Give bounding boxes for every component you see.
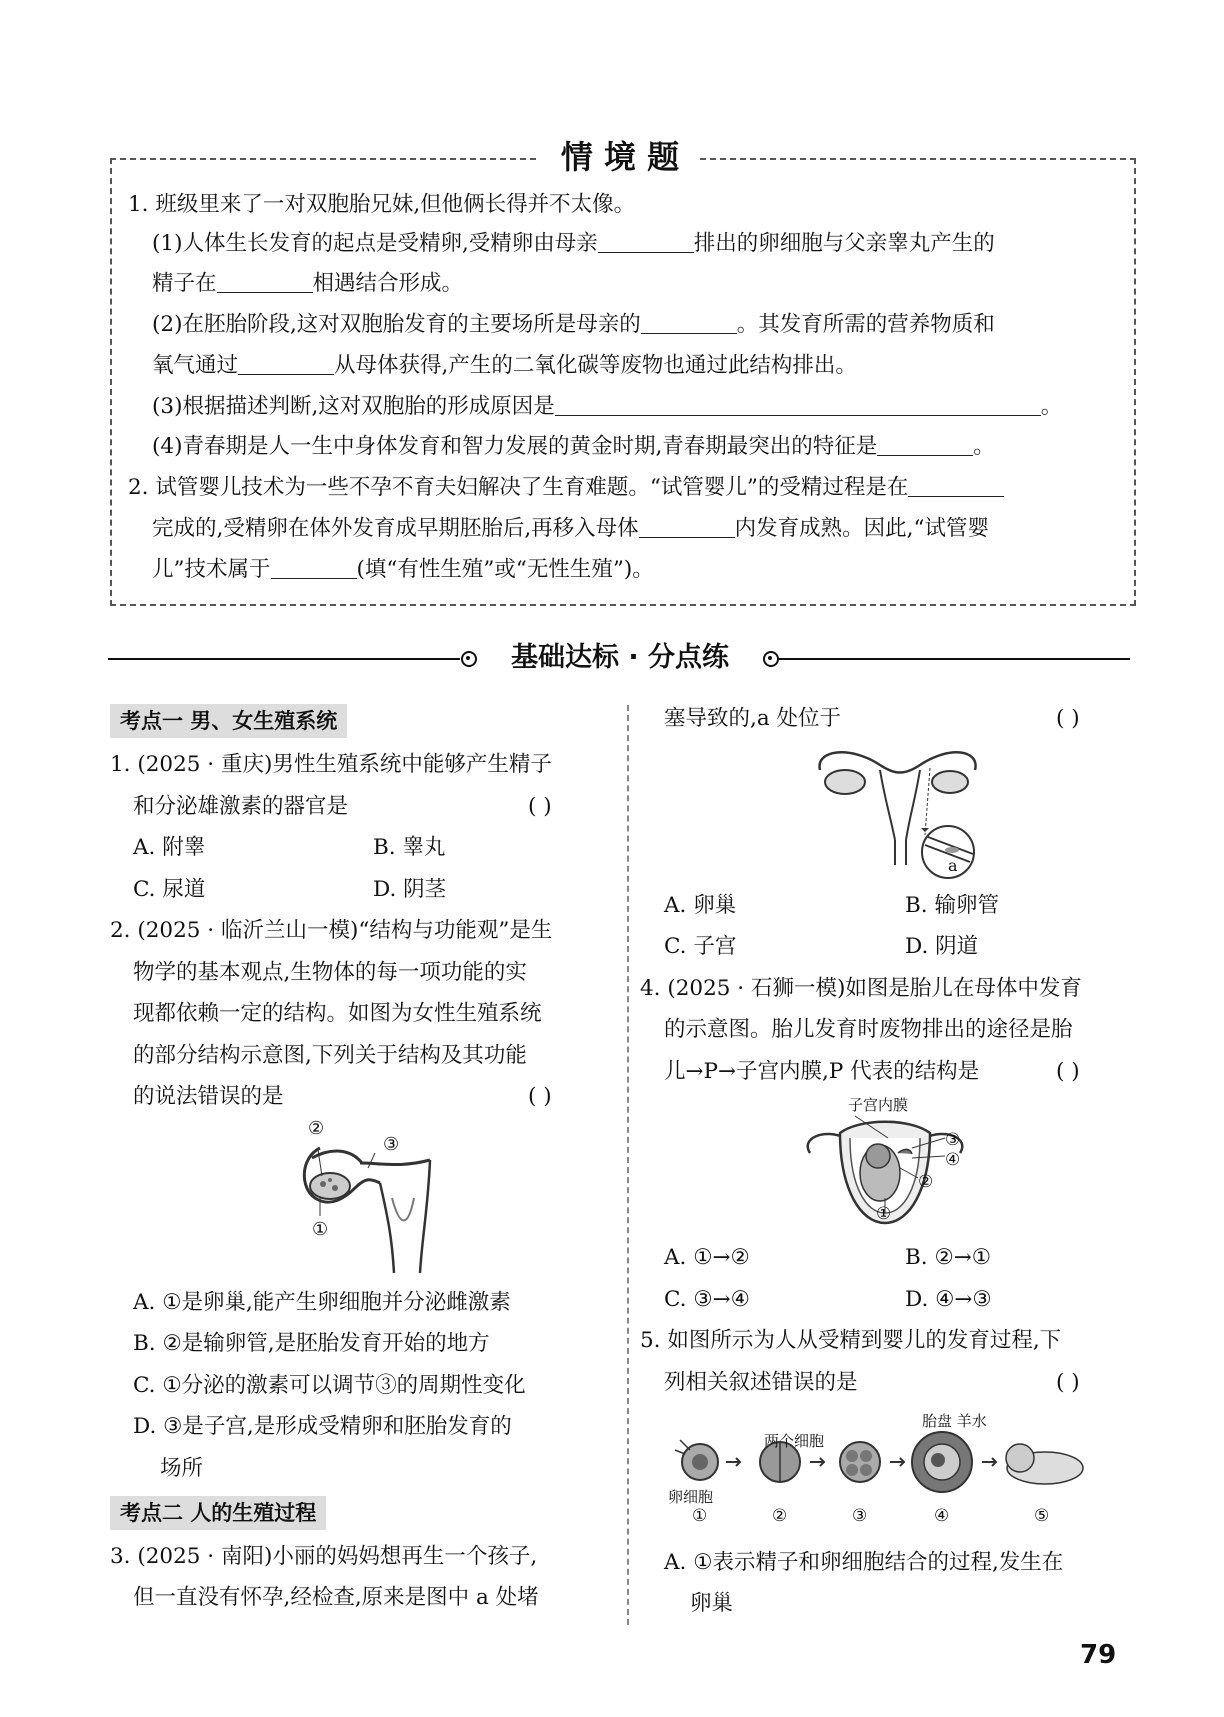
scenario-q1-stem: 1. 班级里来了一对双胞胎兄妹,但他俩长得并不太像。 (128, 192, 636, 217)
q2-stem: 2. (2025 · 临沂兰山一模)“结构与功能观”是生 (110, 918, 553, 943)
q1-option-c[interactable]: C. 尿道 (133, 877, 206, 902)
answer-paren[interactable]: ( ) (528, 1084, 552, 1109)
fig-label-2: ② (918, 1172, 934, 1192)
answer-blank[interactable] (641, 313, 737, 334)
scenario-q2-stem: 2. 试管婴儿技术为一些不孕不育夫妇解决了生育难题。“试管婴儿”的受精过程是在 (128, 475, 1004, 501)
answer-paren[interactable]: ( ) (1056, 1370, 1080, 1395)
q3-option-c[interactable]: C. 子宫 (664, 934, 737, 959)
answer-blank[interactable] (598, 232, 694, 253)
q3-option-a[interactable]: A. 卵巢 (664, 893, 737, 918)
q4-stem-3: 儿→P→子宫内膜,P 代表的结构是 (664, 1059, 980, 1084)
q2-stem-5: 的说法错误的是 (133, 1084, 284, 1109)
q3-option-b[interactable]: B. 输卵管 (905, 893, 999, 918)
column-divider (627, 705, 629, 1625)
q1-option-d[interactable]: D. 阴茎 (373, 877, 447, 902)
q2-stem-4: 的部分结构示意图,下列关于结构及其功能 (133, 1043, 527, 1068)
q4-option-c[interactable]: C. ③→④ (664, 1287, 750, 1312)
scenario-title: 情 境 题 (540, 134, 700, 180)
q3-stem: 3. (2025 · 南阳)小丽的妈妈想再生一个孩子, (110, 1544, 538, 1569)
female-reproductive-figure (290, 1118, 440, 1278)
section-title: 基础达标 · 分点练 (510, 642, 730, 673)
fig-label-placenta: 胎盘 羊水 (922, 1412, 987, 1430)
target-icon (466, 656, 470, 660)
topic-tag-2: 考点二 人的生殖过程 (110, 1496, 326, 1530)
fig-label-1: ① (312, 1219, 329, 1240)
answer-blank[interactable] (877, 435, 973, 456)
scenario-q1-2b: 氧气通过 从母体获得,产生的二氧化碳等废物也通过此结构排出。 (152, 353, 857, 378)
q5-stem-2: 列相关叙述错误的是 (664, 1370, 858, 1395)
answer-blank[interactable] (238, 354, 334, 375)
q4-option-a[interactable]: A. ①→② (664, 1245, 750, 1270)
q4-option-b[interactable]: B. ②→① (905, 1245, 992, 1270)
q3-stem-3: 塞导致的,a 处位于 (664, 706, 841, 731)
answer-blank[interactable] (908, 476, 1004, 497)
fig-label-endometrium: 子宫内膜 (848, 1096, 909, 1114)
uterus-blockage-figure (810, 740, 990, 880)
q2-option-a[interactable]: A. ①是卵巢,能产生卵细胞并分泌雌激素 (133, 1290, 511, 1315)
fig-label-3: ③ (852, 1506, 868, 1526)
q4-stem: 4. (2025 · 石狮一模)如图是胎儿在母体中发育 (640, 976, 1082, 1001)
answer-blank[interactable] (271, 558, 357, 579)
answer-paren[interactable]: ( ) (1056, 706, 1080, 731)
q5-stem: 5. 如图所示为人从受精到婴儿的发育过程,下 (640, 1328, 1062, 1353)
fig-label-5: ⑤ (1034, 1506, 1050, 1526)
answer-blank[interactable] (217, 272, 313, 293)
page-number: 79 (1080, 1640, 1117, 1670)
q3-stem-2: 但一直没有怀孕,经检查,原来是图中 a 处堵 (133, 1585, 539, 1610)
fig-label-2: ② (308, 1118, 325, 1139)
q1-option-a[interactable]: A. 附睾 (133, 835, 206, 860)
topic-tag-1: 考点一 男、女生殖系统 (110, 704, 347, 738)
fig-label-egg: 卵细胞 (668, 1488, 714, 1506)
q2-option-c[interactable]: C. ①分泌的激素可以调节③的周期性变化 (133, 1373, 526, 1398)
scenario-q2-b: 完成的,受精卵在体外发育成早期胚胎后,再移入母体 内发育成熟。因此,“试管婴 (152, 516, 989, 541)
fig-label-3: ③ (383, 1134, 400, 1155)
fig-label-1: ① (692, 1506, 708, 1526)
q1-option-b[interactable]: B. 睾丸 (373, 835, 446, 860)
q4-option-d[interactable]: D. ④→③ (905, 1287, 992, 1312)
fig-label-4: ④ (934, 1506, 950, 1526)
fig-label-two-cells: 两个细胞 (764, 1432, 825, 1450)
fig-label-1: ① (876, 1204, 892, 1224)
scenario-q1-3: (3)根据描述判断,这对双胞胎的形成原因是 。 (152, 394, 1063, 419)
section-rule-right (778, 658, 1130, 660)
q1-stem: 1. (2025 · 重庆)男性生殖系统中能够产生精子 (110, 752, 552, 777)
q5-option-a-cont: 卵巢 (690, 1591, 734, 1616)
section-rule-left (108, 658, 460, 660)
q2-stem-3: 现都依赖一定的结构。如图为女性生殖系统 (133, 1001, 542, 1026)
q1-stem-2: 和分泌雄激素的器官是 (133, 794, 349, 819)
q2-stem-2: 物学的基本观点,生物体的每一项功能的实 (133, 960, 527, 985)
fig-label-4: ④ (945, 1150, 961, 1170)
answer-paren[interactable]: ( ) (1056, 1059, 1080, 1084)
target-icon (768, 656, 772, 660)
scenario-q1-4: (4)青春期是人一生中身体发育和智力发展的黄金时期,青春期最突出的特征是 。 (152, 434, 995, 459)
answer-blank[interactable] (555, 395, 1041, 416)
fig-label-a: a (948, 856, 958, 875)
q2-option-d[interactable]: D. ③是子宫,是形成受精卵和胚胎发育的 (133, 1414, 512, 1439)
fig-label-3: ③ (945, 1130, 961, 1150)
q4-stem-2: 的示意图。胎儿发育时废物排出的途径是胎 (664, 1017, 1073, 1042)
q2-option-b[interactable]: B. ②是输卵管,是胚胎发育开始的地方 (133, 1331, 490, 1356)
scenario-q2-c: 儿”技术属于 (填“有性生殖”或“无性生殖”)。 (152, 557, 654, 582)
answer-paren[interactable]: ( ) (528, 794, 552, 819)
fig-label-2: ② (772, 1506, 788, 1526)
scenario-q1-2: (2)在胚胎阶段,这对双胞胎发育的主要场所是母亲的 。其发育所需的营养物质和 (152, 312, 995, 337)
scenario-q1-1: (1)人体生长发育的起点是受精卵,受精卵由母亲 排出的卵细胞与父亲睾丸产生的 (152, 231, 995, 256)
scenario-q1-1b: 精子在 相遇结合形成。 (152, 271, 464, 296)
q2-option-d-cont: 场所 (160, 1456, 204, 1481)
q3-option-d[interactable]: D. 阴道 (905, 934, 979, 959)
q5-option-a[interactable]: A. ①表示精子和卵细胞结合的过程,发生在 (664, 1550, 1064, 1575)
development-sequence-figure (670, 1420, 1140, 1510)
answer-blank[interactable] (639, 517, 735, 538)
